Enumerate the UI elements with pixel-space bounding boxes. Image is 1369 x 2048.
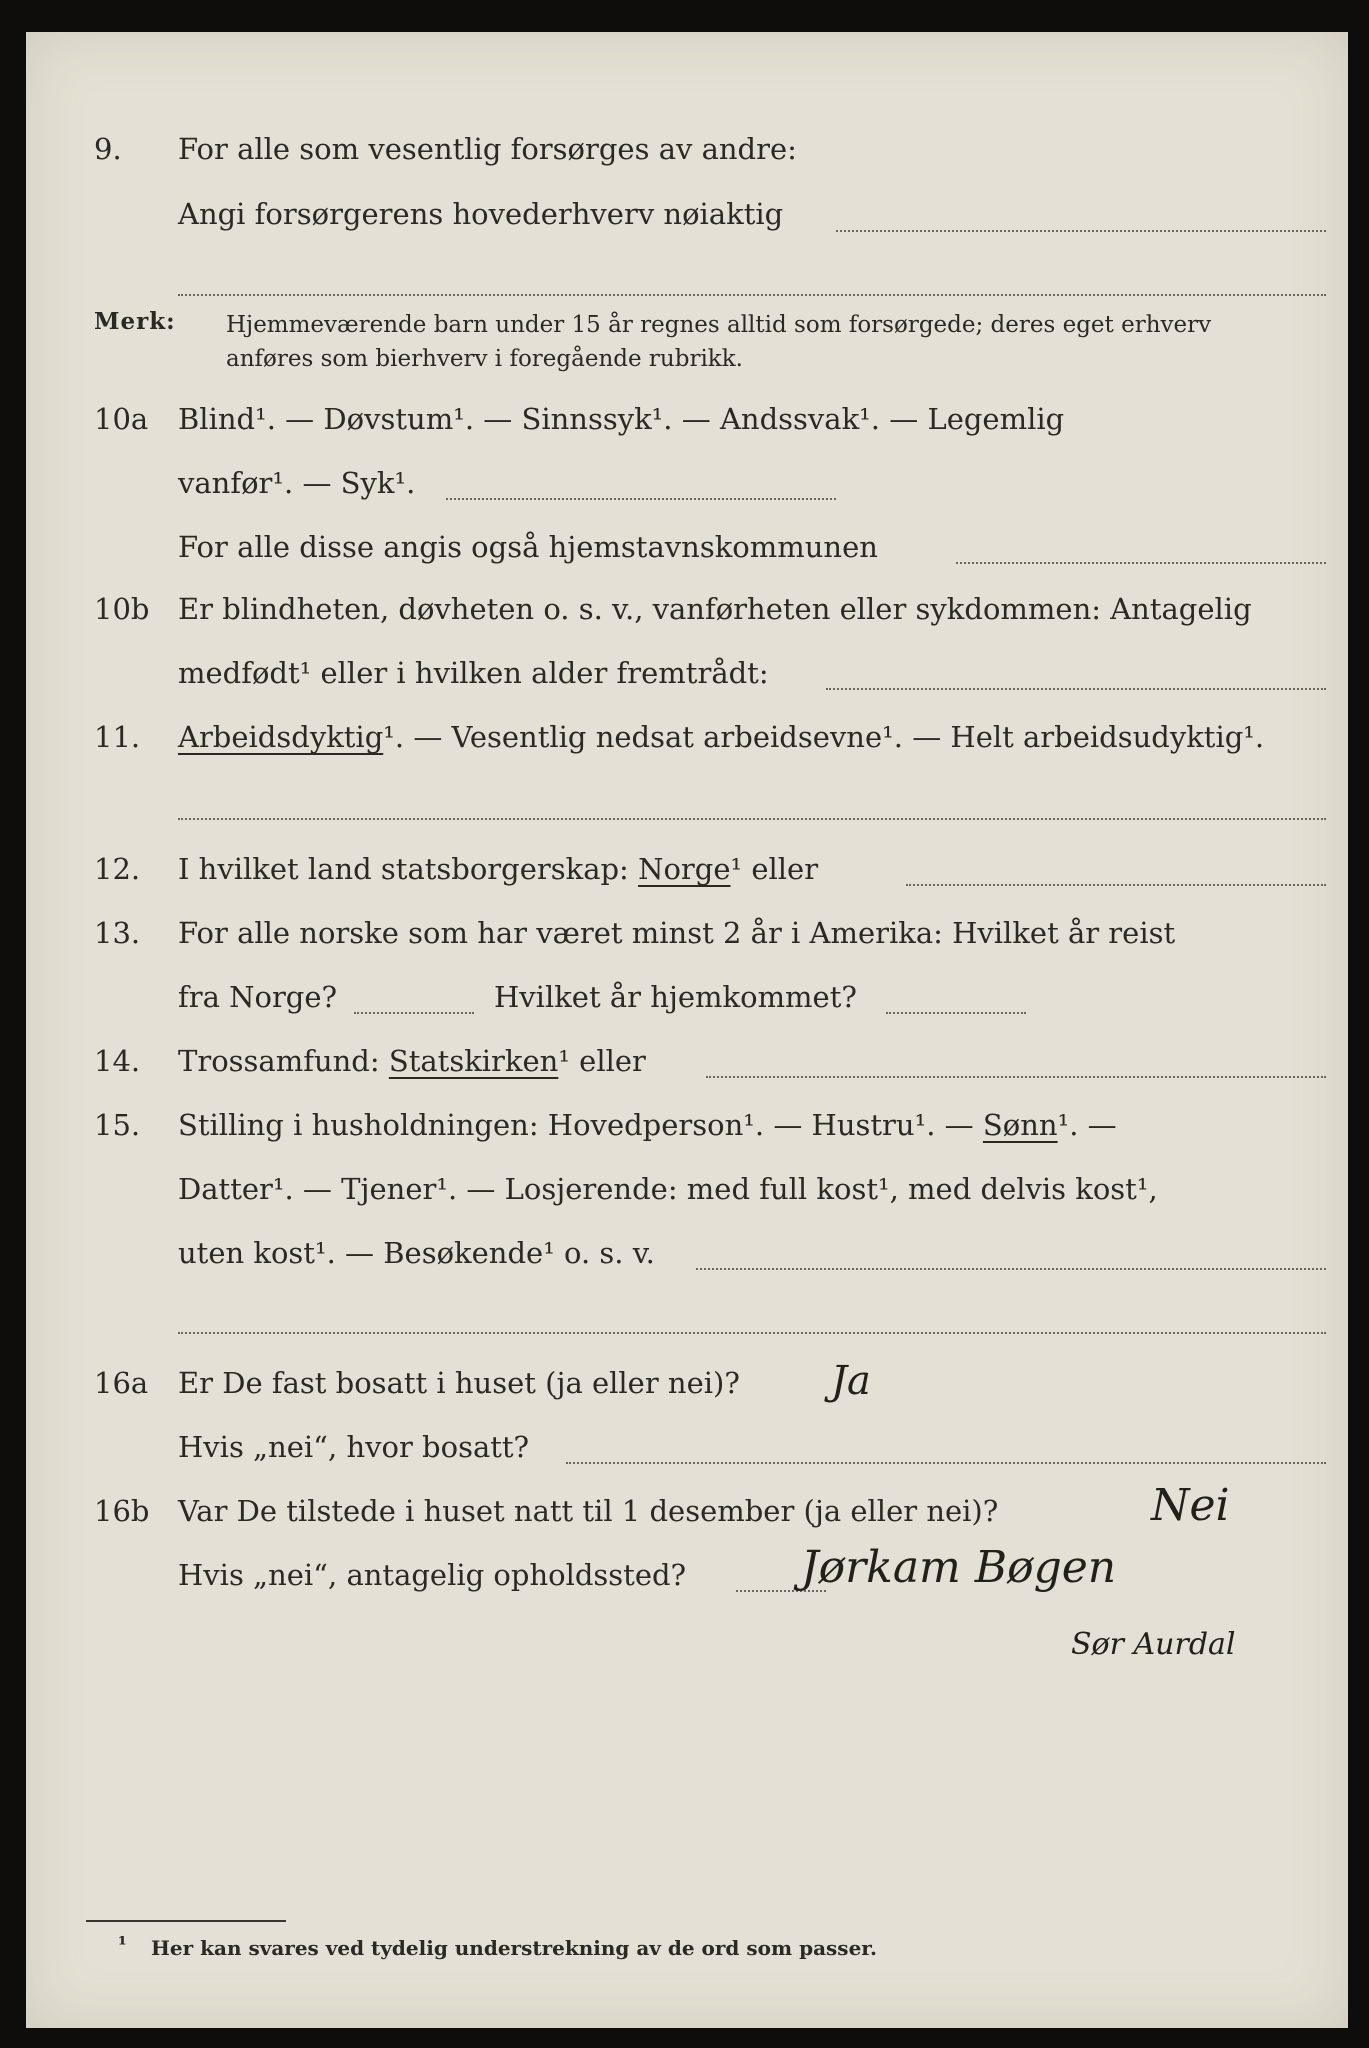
merk-line1: Hjemmeværende barn under 15 år regnes alltid som forsørgede; deres eget erhverv	[226, 312, 1212, 338]
q15-number: 15.	[94, 1108, 141, 1142]
q13-question: For alle norske som har været minst 2 år i Amerika: Hvilket år reist	[178, 916, 1176, 950]
q13-reist-line	[354, 1012, 474, 1014]
q11-number: 11.	[94, 720, 141, 754]
footnote-text: Her kan svares ved tydelig understrekning av de ord som passer.	[151, 1936, 877, 1960]
q16a-bosatt: Hvis „nei“, hvor bosatt?	[178, 1430, 530, 1464]
q9-answer-line	[836, 230, 1326, 232]
q13-reist: fra Norge?	[178, 980, 338, 1014]
q12-answer-line	[906, 884, 1326, 886]
q16b-handwritten-answer: Nei	[1151, 1480, 1230, 1531]
q11-selected-option: Arbeidsdyktig	[178, 720, 384, 754]
q12-selected-option: Norge	[638, 852, 731, 886]
footnote-rule	[86, 1920, 286, 1922]
q14-answer-line	[706, 1076, 1326, 1078]
q12-question	[178, 852, 818, 886]
footnote-mark: ¹	[118, 1932, 127, 1956]
q16a-question: Er De fast bosatt i huset (ja eller nei)?	[178, 1366, 740, 1400]
q14-text: Trossamfund:	[178, 1044, 380, 1078]
q16b-question: Var De tilstede i huset natt til 1 desember (ja eller nei)?	[178, 1494, 999, 1528]
census-form-page	[26, 32, 1348, 2028]
q10a-question-cont: vanfør¹. — Syk¹.	[178, 466, 416, 500]
q14-eller: ¹ eller	[558, 1044, 646, 1078]
q15-text-end: ¹. —	[1057, 1108, 1117, 1142]
q10a-answer-line	[446, 498, 836, 500]
q10b-answer-line	[826, 688, 1326, 690]
q10a-question: Blind¹. — Døvstum¹. — Sinnssyk¹. — Andssvak¹. — Legemlig	[178, 402, 1065, 436]
q12-eller: ¹ eller	[730, 852, 819, 886]
q14-selected-option: Statskirken	[388, 1044, 559, 1078]
q15-answer-line-2	[178, 1332, 1326, 1334]
q16a-handwritten-answer: Ja	[831, 1358, 871, 1404]
q11-answer-line	[178, 818, 1326, 820]
q16b-handwritten-municipality: Sør Aurdal	[1071, 1627, 1236, 1662]
q10b-question: Er blindheten, døvheten o. s. v., vanførheten eller sykdommen: Antagelig	[178, 592, 1252, 626]
merk-line2: anføres som bierhverv i foregående rubrikk.	[226, 346, 743, 372]
q9-question: For alle som vesentlig forsørges av andre:	[178, 132, 797, 166]
q15-selected-option: Sønn	[982, 1108, 1058, 1142]
q16a-number: 16a	[94, 1366, 149, 1400]
q15-question	[178, 1108, 1117, 1142]
merk-label: Merk:	[94, 308, 176, 335]
q11-options: ¹. — Vesentlig nedsat arbeidsevne¹. — Helt arbeidsudyktig¹.	[383, 720, 1265, 754]
q9-answer-line-2	[178, 294, 1326, 296]
q12-number: 12.	[94, 852, 141, 886]
q16b-opholdssted: Hvis „nei“, antagelig opholdssted?	[178, 1558, 687, 1592]
q10a-number: 10a	[94, 402, 149, 436]
q16a-bosatt-line	[566, 1462, 1326, 1464]
q15-options: Datter¹. — Tjener¹. — Losjerende: med full kost¹, med delvis kost¹,	[178, 1172, 1158, 1206]
q13-hjemkommet: Hvilket år hjemkommet?	[494, 980, 857, 1014]
q14-number: 14.	[94, 1044, 141, 1078]
q15-text: Stilling i husholdningen: Hovedperson¹. — Hustru¹. —	[178, 1108, 974, 1142]
q13-number: 13.	[94, 916, 141, 950]
q10a-hjemstavn-line	[956, 562, 1326, 564]
q9-subquestion: Angi forsørgerens hovederhverv nøiaktig	[178, 197, 784, 231]
q11-question	[178, 720, 1264, 754]
q10a-hjemstavn: For alle disse angis også hjemstavnskommunen	[178, 530, 878, 564]
q12-text: I hvilket land statsborgerskap:	[178, 852, 629, 886]
q15-options-cont: uten kost¹. — Besøkende¹ o. s. v.	[178, 1236, 655, 1270]
q15-answer-line	[696, 1268, 1326, 1270]
q16b-handwritten-place: Jørkam Bøgen	[801, 1542, 1117, 1593]
q14-question	[178, 1044, 646, 1078]
q10b-question-cont: medfødt¹ eller i hvilken alder fremtrådt:	[178, 656, 769, 690]
q16b-number: 16b	[94, 1494, 150, 1528]
q9-number: 9.	[94, 132, 122, 166]
q13-hjemkommet-line	[886, 1012, 1026, 1014]
q10b-number: 10b	[94, 592, 150, 626]
